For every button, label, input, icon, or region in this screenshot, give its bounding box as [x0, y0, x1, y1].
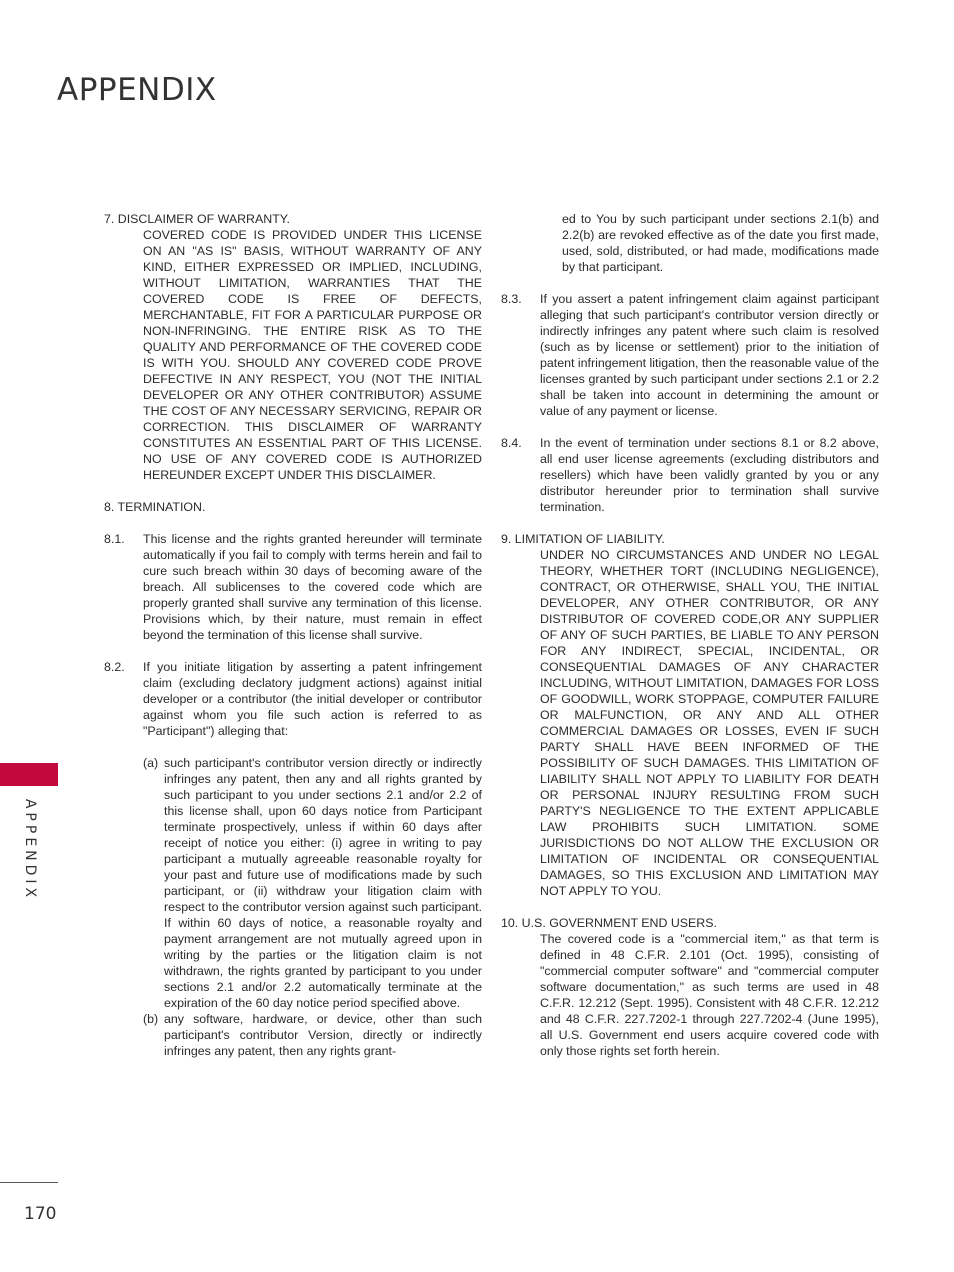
left-column	[104, 211, 482, 1059]
clause-number: 8.2.	[104, 660, 125, 674]
side-section-label: APPENDIX	[22, 798, 38, 902]
clause-number: 8.3.	[501, 292, 522, 306]
clause-8-3	[501, 291, 879, 419]
section-7-body: COVERED CODE IS PROVIDED UNDER THIS LICENSE ON AN "AS IS" BASIS, WITHOUT WARRANTY OF ANY KIND, EITHER EXPRESSED OR IMPLIED, INCLUDING, WITHOUT LIMITATION, WARRANTIES THAT THE COVERED CODE IS FREE OF DEFECTS, MERCHANTABLE, FIT FOR A PARTICULAR PURPOSE OR NON-INFRINGING. THE ENTIRE RISK AS TO THE QUALITY AND PERFORMANCE OF THE COVERED CODE IS WITH YOU. SHOULD ANY COVERED CODE PROVE DEFECTIVE IN ANY RESPECT, YOU (NOT THE INITIAL DEVELOPER OR ANY OTHER CONTRIBUTOR) ASSUME THE COST OF ANY NECESSARY SERVICING, REPAIR OR CORRECTION. THIS DISCLAIMER OF WARRANTY CONSTITUTES AN ESSENTIAL PART OF THIS LICENSE. NO USE OF ANY COVERED CODE IS AUTHORIZED HEREUNDER EXCEPT UNDER THIS DISCLAIMER.	[143, 228, 482, 482]
page-title: APPENDIX	[57, 72, 217, 108]
clause-8-2	[104, 659, 482, 739]
clause-8-4	[501, 435, 879, 515]
clause-8-1	[104, 531, 482, 643]
clause-number: 8.1.	[104, 532, 125, 546]
subclause-text: any software, hardware, or device, other than such participant's contributor Version, directly or indirectly infringes any patent, then any rights grant-	[164, 1012, 482, 1058]
section-10-heading: 10. U.S. GOVERNMENT END USERS.	[501, 916, 717, 930]
section-7-heading: 7. DISCLAIMER OF WARRANTY.	[104, 212, 290, 226]
clause-text: If you assert a patent infringement claim against participant alleging that such participant's contributor version directly or indirectly infringes any patent where such claim is resolved (such as by license or settlement) prior to the initiation of patent infringement litigation, then the reasonable value of the licenses granted by such participant under sections 2.1 or 2.2 shall be taken into account in determining the amount or value of any payment or license.	[540, 292, 879, 418]
section-8-heading: 8. TERMINATION.	[104, 500, 206, 514]
clause-number: 8.4.	[501, 436, 522, 450]
section-10-body: The covered code is a "commercial item," as that term is defined in 48 C.F.R. 2.101 (Oct. 1995), consisting of "commercial computer software" and "commercial computer software documentation," as such terms are used in 48 C.F.R. 12.212 (Sept. 1995). Consistent with 48 C.F.R. 12.212 and 48 C.F.R. 227.7202-1 through 227.7202-4 (June 1995), all U.S. Government end users acquire covered code with only those rights set forth herein.	[540, 932, 879, 1058]
clause-text: This license and the rights granted hereunder will terminate automatically if you fail to comply with terms herein and fail to cure such breach within 30 days of becoming aware of the breach. All sublicenses to the covered code which are properly granted shall survive any termination of this license. Provisions which, by their nature, must remain in effect beyond the termination of this license shall survive.	[143, 532, 482, 642]
footer-rule	[0, 1182, 58, 1183]
clause-8-2-b-continued: ed to You by such participant under sections 2.1(b) and 2.2(b) are revoked effective as of the date you first made, used, sold, distributed, or had made, modifications made by that participant.	[562, 212, 879, 274]
right-column	[501, 211, 879, 1059]
section-9-body: UNDER NO CIRCUMSTANCES AND UNDER NO LEGAL THEORY, WHETHER TORT (INCLUDING NEGLIGENCE), CONTRACT, OR OTHERWISE, SHALL YOU, THE INITIAL DEVELOPER, ANY OTHER CONTRIBUTOR, OR ANY DISTRIBUTOR OF COVERED CODE,OR ANY SUPPLIER OF ANY OF SUCH PARTIES, BE LIABLE TO ANY PERSON FOR ANY INDIRECT, SPECIAL, INCIDENTAL, OR CONSEQUENTIAL DAMAGES OF ANY CHARACTER INCLUDING, WITHOUT LIMITATION, DAMAGES FOR LOSS OF GOODWILL, WORK STOPPAGE, COMPUTER FAILURE OR MALFUNCTION, OR ANY AND ALL OTHER COMMERCIAL DAMAGES OR LOSSES, EVEN IF SUCH PARTY SHALL HAVE BEEN INFORMED OF THE POSSIBILITY OF SUCH DAMAGES. THIS LIMITATION OF LIABILITY SHALL NOT APPLY TO LIABILITY FOR DEATH OR PERSONAL INJURY RESULTING FROM SUCH PARTY'S NEGLIGENCE TO THE EXTENT APPLICABLE LAW PROHIBITS SUCH LIMITATION. SOME JURISDICTIONS DO NOT ALLOW THE EXCLUSION OR LIMITATION OF INCIDENTAL OR CONSEQUENTIAL DAMAGES, SO THIS EXCLUSION AND LIMITATION MAY NOT APPLY TO YOU.	[540, 548, 879, 898]
subclause-text: such participant's contributor version directly or indirectly infringes any patent, then any and all rights granted by such participant to you under sections 2.1 and/or 2.2 of this license shall, upon 60 days notice from Participant terminate prospectively, unless if within 60 days after receipt of notice you either: (i) agree in writing to pay participant a mutually agreeable reasonable royalty for your past and future use of modifications made by such participant, or (ii) withdraw your litigation claim with respect to the contributor version against such participant. If within 60 days of notice, a reasonable royalty and payment arrangement are not mutually agreed upon in writing by the parties or the litigation claim is not withdrawn, the rights granted by participant to you under sections 2.1 and/or 2.2 automatically terminate at the expiration of the 60 day notice period specified above.	[164, 756, 482, 1010]
subclause-label: (a)	[143, 756, 159, 770]
side-tab-marker	[0, 763, 58, 786]
clause-8-2-b	[143, 1011, 482, 1059]
section-9-heading: 9. LIMITATION OF LIABILITY.	[501, 532, 665, 546]
subclause-label: (b)	[143, 1012, 159, 1026]
clause-text: If you initiate litigation by asserting a patent infringement claim (excluding declatory judgment actions) against initial developer or a contributor (the initial developer or contributor against whom you file such action is referred to as "Participant") alleging that:	[143, 660, 482, 738]
clause-8-2-a	[143, 755, 482, 1011]
clause-text: In the event of termination under sections 8.1 or 8.2 above, all end user license agreements (excluding distributors and resellers) which have been validly granted by you or any distributor hereunder prior to termination shall survive termination.	[540, 436, 879, 514]
page-number: 170	[24, 1204, 57, 1224]
